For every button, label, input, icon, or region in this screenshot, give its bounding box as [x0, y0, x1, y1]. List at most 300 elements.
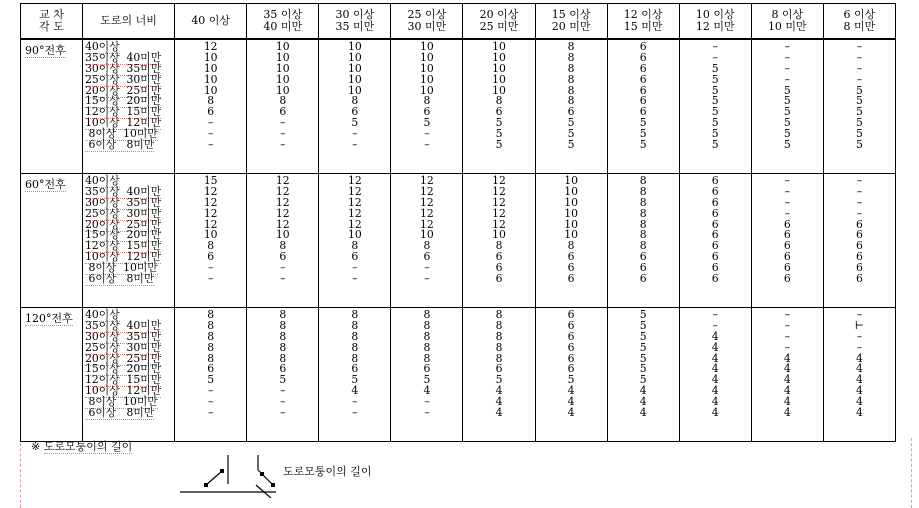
angle-group-row	[21, 39, 896, 174]
col-header: 10 이상 12 미만	[679, 4, 751, 40]
corner-length-value: 4	[783, 384, 791, 398]
corner-length-value: 6	[639, 83, 647, 97]
corner-length-value: 8	[279, 351, 287, 365]
corner-length-value: 10	[275, 228, 290, 242]
corner-length-value: 5	[639, 318, 647, 332]
corner-length-value: 8	[351, 318, 359, 332]
corner-length-value: 5	[567, 373, 575, 387]
corner-length-value: 4	[855, 373, 863, 387]
corner-length-value: 6	[711, 174, 719, 187]
value-column-cell	[463, 308, 535, 442]
corner-length-value: 6	[567, 329, 575, 343]
corner-length-value: 8	[207, 308, 215, 321]
corner-length-value: 10	[420, 72, 434, 86]
corner-length-value: –	[856, 40, 863, 53]
corner-length-value: 5	[207, 373, 215, 387]
corner-length-value: 10	[420, 61, 434, 75]
width-range-label: 12이상 15미만	[85, 373, 162, 387]
corner-length-value: 12	[275, 206, 290, 220]
corner-length-value: 5	[639, 127, 647, 141]
corner-length-value: 5	[639, 373, 647, 387]
corner-length-value: –	[856, 184, 863, 198]
width-range-label: 40이상	[85, 40, 120, 53]
corner-length-value: –	[424, 395, 430, 409]
corner-length-value: 8	[351, 340, 359, 354]
corner-length-value: 6	[207, 250, 215, 264]
corner-length-value: 6	[711, 184, 719, 198]
width-range-label: 15이상 20미만	[85, 94, 162, 108]
corner-length-value: –	[856, 329, 863, 343]
corner-length-value: 6	[567, 308, 575, 321]
corner-length-value: 10	[347, 40, 362, 53]
corner-length-value: 5	[783, 138, 791, 152]
corner-length-value: 5	[711, 138, 719, 152]
corner-length-value: –	[352, 127, 358, 141]
corner-marker	[220, 469, 224, 473]
corner-length-value: 4	[567, 384, 575, 398]
corner-length-value: 12	[492, 217, 506, 231]
width-range-label: 6이상 8미만	[85, 272, 155, 286]
corner-length-value: 12	[347, 184, 362, 198]
width-range-label: 20이상 25미만	[85, 351, 162, 365]
corner-length-value: –	[207, 138, 214, 152]
width-range-label: 12이상 15미만	[85, 239, 162, 253]
corner-length-value: 12	[492, 184, 506, 198]
angle-cell	[21, 39, 83, 174]
corner-length-value: 4	[783, 351, 791, 365]
corner-length-value: 8	[423, 94, 431, 108]
corner-length-value: ⊢	[854, 318, 865, 332]
corner-length-value: 8	[567, 50, 575, 64]
width-range-label: 6이상 8미만	[85, 406, 155, 420]
value-column-cell	[463, 174, 535, 308]
corner-length-value: 6	[567, 250, 575, 264]
value-column-cell	[607, 174, 679, 308]
value-column-cell	[823, 174, 895, 308]
corner-length-value: –	[856, 340, 863, 354]
corner-length-value: 8	[567, 40, 575, 53]
corner-length-value: –	[280, 127, 286, 141]
corner-length-value: 6	[711, 250, 719, 264]
corner-length-value: 6	[567, 272, 575, 286]
corner-length-value: 8	[351, 239, 359, 253]
corner-length-value: 5	[783, 127, 791, 141]
corner-length-value: 10	[347, 83, 362, 97]
corner-length-value: 6	[495, 272, 503, 286]
value-column-cell	[679, 174, 751, 308]
value-column-cell	[175, 174, 247, 308]
corner-length-value: –	[856, 195, 863, 209]
corner-length-value: 8	[495, 239, 503, 253]
corner-length-value: –	[784, 340, 791, 354]
diagram-label: 도로모퉁이의 길이	[283, 465, 372, 478]
corner-length-value: 10	[420, 40, 434, 53]
corner-length-value: 8	[495, 318, 503, 332]
width-range-label: 30이상 35미만	[85, 61, 162, 75]
corner-length-value: 10	[347, 228, 362, 242]
value-column-cell	[391, 174, 463, 308]
width-range-label: 15이상 20미만	[85, 228, 162, 242]
corner-length-value: 6	[855, 228, 863, 242]
corner-length-value: –	[424, 406, 430, 420]
corner-length-value: 5	[639, 308, 647, 321]
corner-length-value: 4	[495, 384, 503, 398]
corner-length-value: 6	[567, 318, 575, 332]
corner-length-value: –	[784, 72, 791, 86]
corner-length-value: 12	[203, 195, 218, 209]
corner-length-value: 10	[564, 206, 578, 220]
corner-length-value: 6	[423, 250, 431, 264]
corner-length-value: 10	[564, 228, 578, 242]
value-column-cell	[679, 39, 751, 174]
angle-cell	[21, 174, 83, 308]
corner-length-value: 6	[639, 250, 647, 264]
value-column-cell	[319, 39, 391, 174]
value-column-cell	[391, 39, 463, 174]
corner-length-value: –	[784, 174, 791, 187]
corner-length-value: –	[207, 395, 214, 409]
width-range-label: 8이상 10미만	[85, 127, 158, 141]
corner-length-value: 6	[207, 105, 215, 119]
corner-length-value: –	[856, 174, 863, 187]
corner-length-value: 8	[423, 318, 431, 332]
corner-length-value: –	[784, 206, 791, 220]
corner-length-value: 8	[639, 184, 647, 198]
corner-length-value: 6	[711, 217, 719, 231]
col-header: 25 이상 30 미만	[391, 4, 463, 40]
corner-length-value: 10	[347, 61, 362, 75]
width-range-label: 40이상	[85, 308, 120, 321]
width-range-label: 35이상 40미만	[85, 50, 162, 64]
corner-length-value: 6	[207, 362, 215, 376]
corner-length-value: 4	[639, 384, 647, 398]
value-column-cell	[463, 39, 535, 174]
corner-length-value: –	[712, 318, 718, 332]
corner-length-value: 6	[855, 217, 863, 231]
corner-length-value: 5	[783, 83, 791, 97]
corner-length-value: 5	[495, 138, 503, 152]
corner-length-value: 6	[639, 61, 647, 75]
corner-length-value: 4	[855, 384, 863, 398]
corner-length-value: 8	[639, 206, 647, 220]
corner-length-value: 12	[420, 206, 434, 220]
corner-length-value: 5	[423, 116, 431, 130]
corner-length-value: 5	[855, 127, 863, 141]
corner-length-value: –	[280, 395, 286, 409]
corner-length-value: 6	[495, 362, 503, 376]
corner-length-value: 6	[567, 261, 575, 275]
corner-length-value: 10	[275, 83, 290, 97]
corner-length-value: 12	[420, 217, 434, 231]
value-column-cell	[175, 308, 247, 442]
corner-length-value: 12	[347, 195, 362, 209]
corner-length-value: 5	[423, 373, 431, 387]
value-column-cell	[751, 308, 823, 442]
corner-length-value: 10	[203, 50, 218, 64]
value-column-cell	[319, 174, 391, 308]
corner-length-value: 12	[347, 206, 362, 220]
corner-length-value: 8	[351, 329, 359, 343]
corner-length-value: –	[424, 127, 430, 141]
corner-length-value: 8	[423, 239, 431, 253]
corner-length-value: 12	[203, 217, 218, 231]
corner-length-value: –	[784, 40, 791, 53]
corner-length-value: 10	[492, 72, 506, 86]
corner-length-value: –	[280, 116, 286, 130]
corner-length-value: –	[712, 308, 718, 321]
header-row	[21, 4, 896, 40]
width-range-label: 8이상 10미만	[85, 395, 158, 409]
corner-length-value: 12	[492, 206, 506, 220]
corner-length-value: 4	[639, 406, 647, 420]
corner-length-value: 6	[639, 40, 647, 53]
corner-length-value: 8	[207, 329, 215, 343]
corner-length-value: 8	[279, 308, 287, 321]
corner-length-value: 6	[567, 105, 575, 119]
corner-length-value: 6	[423, 105, 431, 119]
corner-length-value: –	[207, 406, 214, 420]
corner-length-value: 10	[420, 228, 434, 242]
corner-length-value: 4	[711, 351, 719, 365]
corner-length-value: 8	[423, 329, 431, 343]
page-margin-guide-left	[20, 438, 21, 508]
corner-length-value: 4	[423, 384, 431, 398]
corner-length-value: 5	[855, 94, 863, 108]
corner-length-value: –	[784, 329, 791, 343]
corner-length-value: 10	[203, 61, 218, 75]
corner-length-value: 8	[279, 318, 287, 332]
corner-marker	[260, 472, 264, 476]
corner-length-value: 5	[711, 105, 719, 119]
corner-length-value: 6	[279, 250, 287, 264]
corner-length-value: 10	[492, 61, 506, 75]
corner-length-value: 6	[495, 250, 503, 264]
corner-length-value: 8	[495, 351, 503, 365]
corner-length-value: 10	[564, 174, 578, 187]
corner-length-value: –	[280, 272, 286, 286]
corner-length-value: 6	[639, 261, 647, 275]
value-column-cell	[535, 39, 607, 174]
corner-length-value: 6	[855, 272, 863, 286]
corner-length-value: –	[280, 138, 286, 152]
corner-length-value: 12	[203, 206, 218, 220]
col-header: 30 이상 35 미만	[319, 4, 391, 40]
corner-length-value: 8	[495, 340, 503, 354]
corner-length-value: 6	[567, 351, 575, 365]
corner-length-value: –	[207, 116, 214, 130]
corner-length-value: –	[784, 318, 791, 332]
corner-length-value: –	[784, 184, 791, 198]
angle-label: 60°전후	[25, 178, 66, 191]
corner-length-value: 4	[711, 406, 719, 420]
corner-length-value: 5	[639, 138, 647, 152]
corner-length-value: 5	[855, 105, 863, 119]
corner-length-value: 10	[203, 228, 218, 242]
corner-length-value: 6	[783, 217, 791, 231]
corner-length-value: 4	[855, 362, 863, 376]
corner-length-value: 4	[711, 395, 719, 409]
corner-length-value: 15	[203, 174, 218, 187]
corner-length-value: 12	[347, 217, 362, 231]
corner-length-value: –	[424, 261, 430, 275]
corner-length-value: 10	[420, 83, 434, 97]
corner-length-value: 6	[783, 228, 791, 242]
corner-length-value: 10	[492, 228, 506, 242]
corner-length-value: 8	[207, 340, 215, 354]
angle-cell	[21, 308, 83, 442]
corner-length-value: 6	[351, 250, 359, 264]
width-header: 도로의 너비	[83, 4, 175, 40]
width-list-cell	[83, 39, 175, 174]
col-header: 35 이상 40 미만	[247, 4, 319, 40]
corner-length-value: 12	[275, 195, 290, 209]
corner-length-value: 4	[495, 395, 503, 409]
corner-length-value: –	[352, 395, 358, 409]
corner-length-value: –	[280, 261, 286, 275]
corner-length-value: 10	[203, 83, 218, 97]
corner-length-value: 4	[711, 362, 719, 376]
corner-length-value: 4	[351, 384, 359, 398]
corner-length-value: 5	[711, 94, 719, 108]
corner-length-value: –	[712, 40, 718, 53]
corner-length-value: 5	[711, 127, 719, 141]
corner-length-value: 6	[855, 239, 863, 253]
corner-length-value: –	[784, 195, 791, 209]
value-column-cell	[823, 308, 895, 442]
corner-length-value: 8	[639, 228, 647, 242]
col-header: 40 이상	[175, 4, 247, 40]
corner-length-value: 8	[351, 94, 359, 108]
corner-length-value: 12	[492, 174, 506, 187]
corner-length-value: 8	[567, 94, 575, 108]
width-range-label: 12이상 15미만	[85, 105, 162, 119]
corner-length-value: 4	[711, 384, 719, 398]
corner-length-value: 5	[567, 127, 575, 141]
corner-length-value: 12	[203, 184, 218, 198]
corner-length-value: 5	[783, 105, 791, 119]
corner-length-value: 5	[495, 127, 503, 141]
corner-length-value: 8	[423, 340, 431, 354]
corner-length-value: 8	[495, 308, 503, 321]
corner-length-value: –	[207, 261, 214, 275]
corner-length-value: 5	[639, 362, 647, 376]
corner-length-value: –	[784, 61, 791, 75]
width-range-label: 30이상 35미만	[85, 329, 162, 343]
corner-length-value: 6	[639, 105, 647, 119]
corner-length-value: 12	[275, 174, 290, 187]
corner-length-value: –	[207, 127, 214, 141]
corner-length-value: 6	[783, 272, 791, 286]
corner-length-value: 8	[279, 340, 287, 354]
corner-length-value: 6	[783, 261, 791, 275]
angle-header	[21, 4, 83, 40]
corner-length-value: 8	[279, 329, 287, 343]
corner-length-value: 10	[564, 195, 578, 209]
corner-length-value: 5	[279, 373, 287, 387]
corner-length-value: –	[352, 138, 358, 152]
corner-length-value: 6	[711, 261, 719, 275]
corner-length-value: 4	[495, 406, 503, 420]
angle-header-line1: 교 차	[39, 8, 64, 21]
corner-length-value: –	[207, 272, 214, 286]
corner-length-value: 5	[855, 116, 863, 130]
corner-length-value: 8	[207, 239, 215, 253]
corner-length-value: 8	[495, 329, 503, 343]
corner-length-value: –	[856, 72, 863, 86]
corner-length-value: 4	[783, 362, 791, 376]
corner-length-value: 6	[711, 195, 719, 209]
width-range-label: 15이상 20미만	[85, 362, 162, 376]
corner-length-value: 6	[567, 362, 575, 376]
corner-length-value: 10	[275, 61, 290, 75]
corner-length-value: 8	[279, 239, 287, 253]
corner-length-value: –	[207, 384, 214, 398]
corner-length-value: 4	[567, 395, 575, 409]
corner-length-value: 5	[495, 373, 503, 387]
value-column-cell	[679, 308, 751, 442]
corner-length-value: 5	[711, 72, 719, 86]
corner-length-value: 8	[567, 61, 575, 75]
corner-length-value: 4	[711, 340, 719, 354]
corner-length-value: 8	[207, 318, 215, 332]
corner-length-value: 8	[567, 239, 575, 253]
corner-length-value: 6	[639, 94, 647, 108]
width-range-label: 8이상 10미만	[85, 261, 158, 275]
corner-length-value: 8	[639, 174, 647, 187]
col-header: 15 이상 20 미만	[535, 4, 607, 40]
corner-length-value: –	[424, 138, 430, 152]
corner-length-value: 6	[639, 50, 647, 64]
page-margin-guide-right	[911, 438, 912, 508]
corner-length-value: 6	[711, 228, 719, 242]
corner-length-value: 5	[711, 116, 719, 130]
corner-length-value: 6	[279, 362, 287, 376]
corner-length-value: 6	[711, 239, 719, 253]
width-range-label: 25이상 30미만	[85, 206, 162, 220]
corner-length-value: –	[784, 50, 791, 64]
width-range-label: 10이상 12미만	[85, 384, 162, 398]
corner-length-value: 10	[492, 83, 506, 97]
width-range-label: 35이상 40미만	[85, 318, 162, 332]
corner-length-value: 8	[495, 94, 503, 108]
col-header: 12 이상 15 미만	[607, 4, 679, 40]
angle-group-row	[21, 174, 896, 308]
angle-header-line2: 각 도	[39, 20, 64, 33]
corner-length-value: 10	[347, 72, 362, 86]
value-column-cell	[607, 39, 679, 174]
corner-length-value: 6	[351, 362, 359, 376]
corner-length-value: 8	[639, 217, 647, 231]
footnote-text: 도로모퉁이의 길이	[43, 440, 133, 453]
corner-length-value: 6	[639, 272, 647, 286]
corner-length-value: 5	[711, 83, 719, 97]
corner-length-value: 10	[347, 50, 362, 64]
corner-length-value: 8	[423, 308, 431, 321]
corner-length-value: 12	[203, 40, 218, 53]
corner-length-value: 10	[275, 40, 290, 53]
corner-length-value: 4	[783, 373, 791, 387]
corner-length-value: 8	[279, 94, 287, 108]
footnote-marker: ※	[31, 440, 41, 453]
corner-length-value: 8	[423, 351, 431, 365]
corner-length-value: 6	[711, 272, 719, 286]
col-header: 8 이상 10 미만	[751, 4, 823, 40]
corner-length-value: 5	[639, 351, 647, 365]
value-column-cell	[535, 174, 607, 308]
angle-group-row	[21, 308, 896, 442]
corner-length-value: –	[712, 50, 718, 64]
road-corner-table	[20, 3, 896, 442]
